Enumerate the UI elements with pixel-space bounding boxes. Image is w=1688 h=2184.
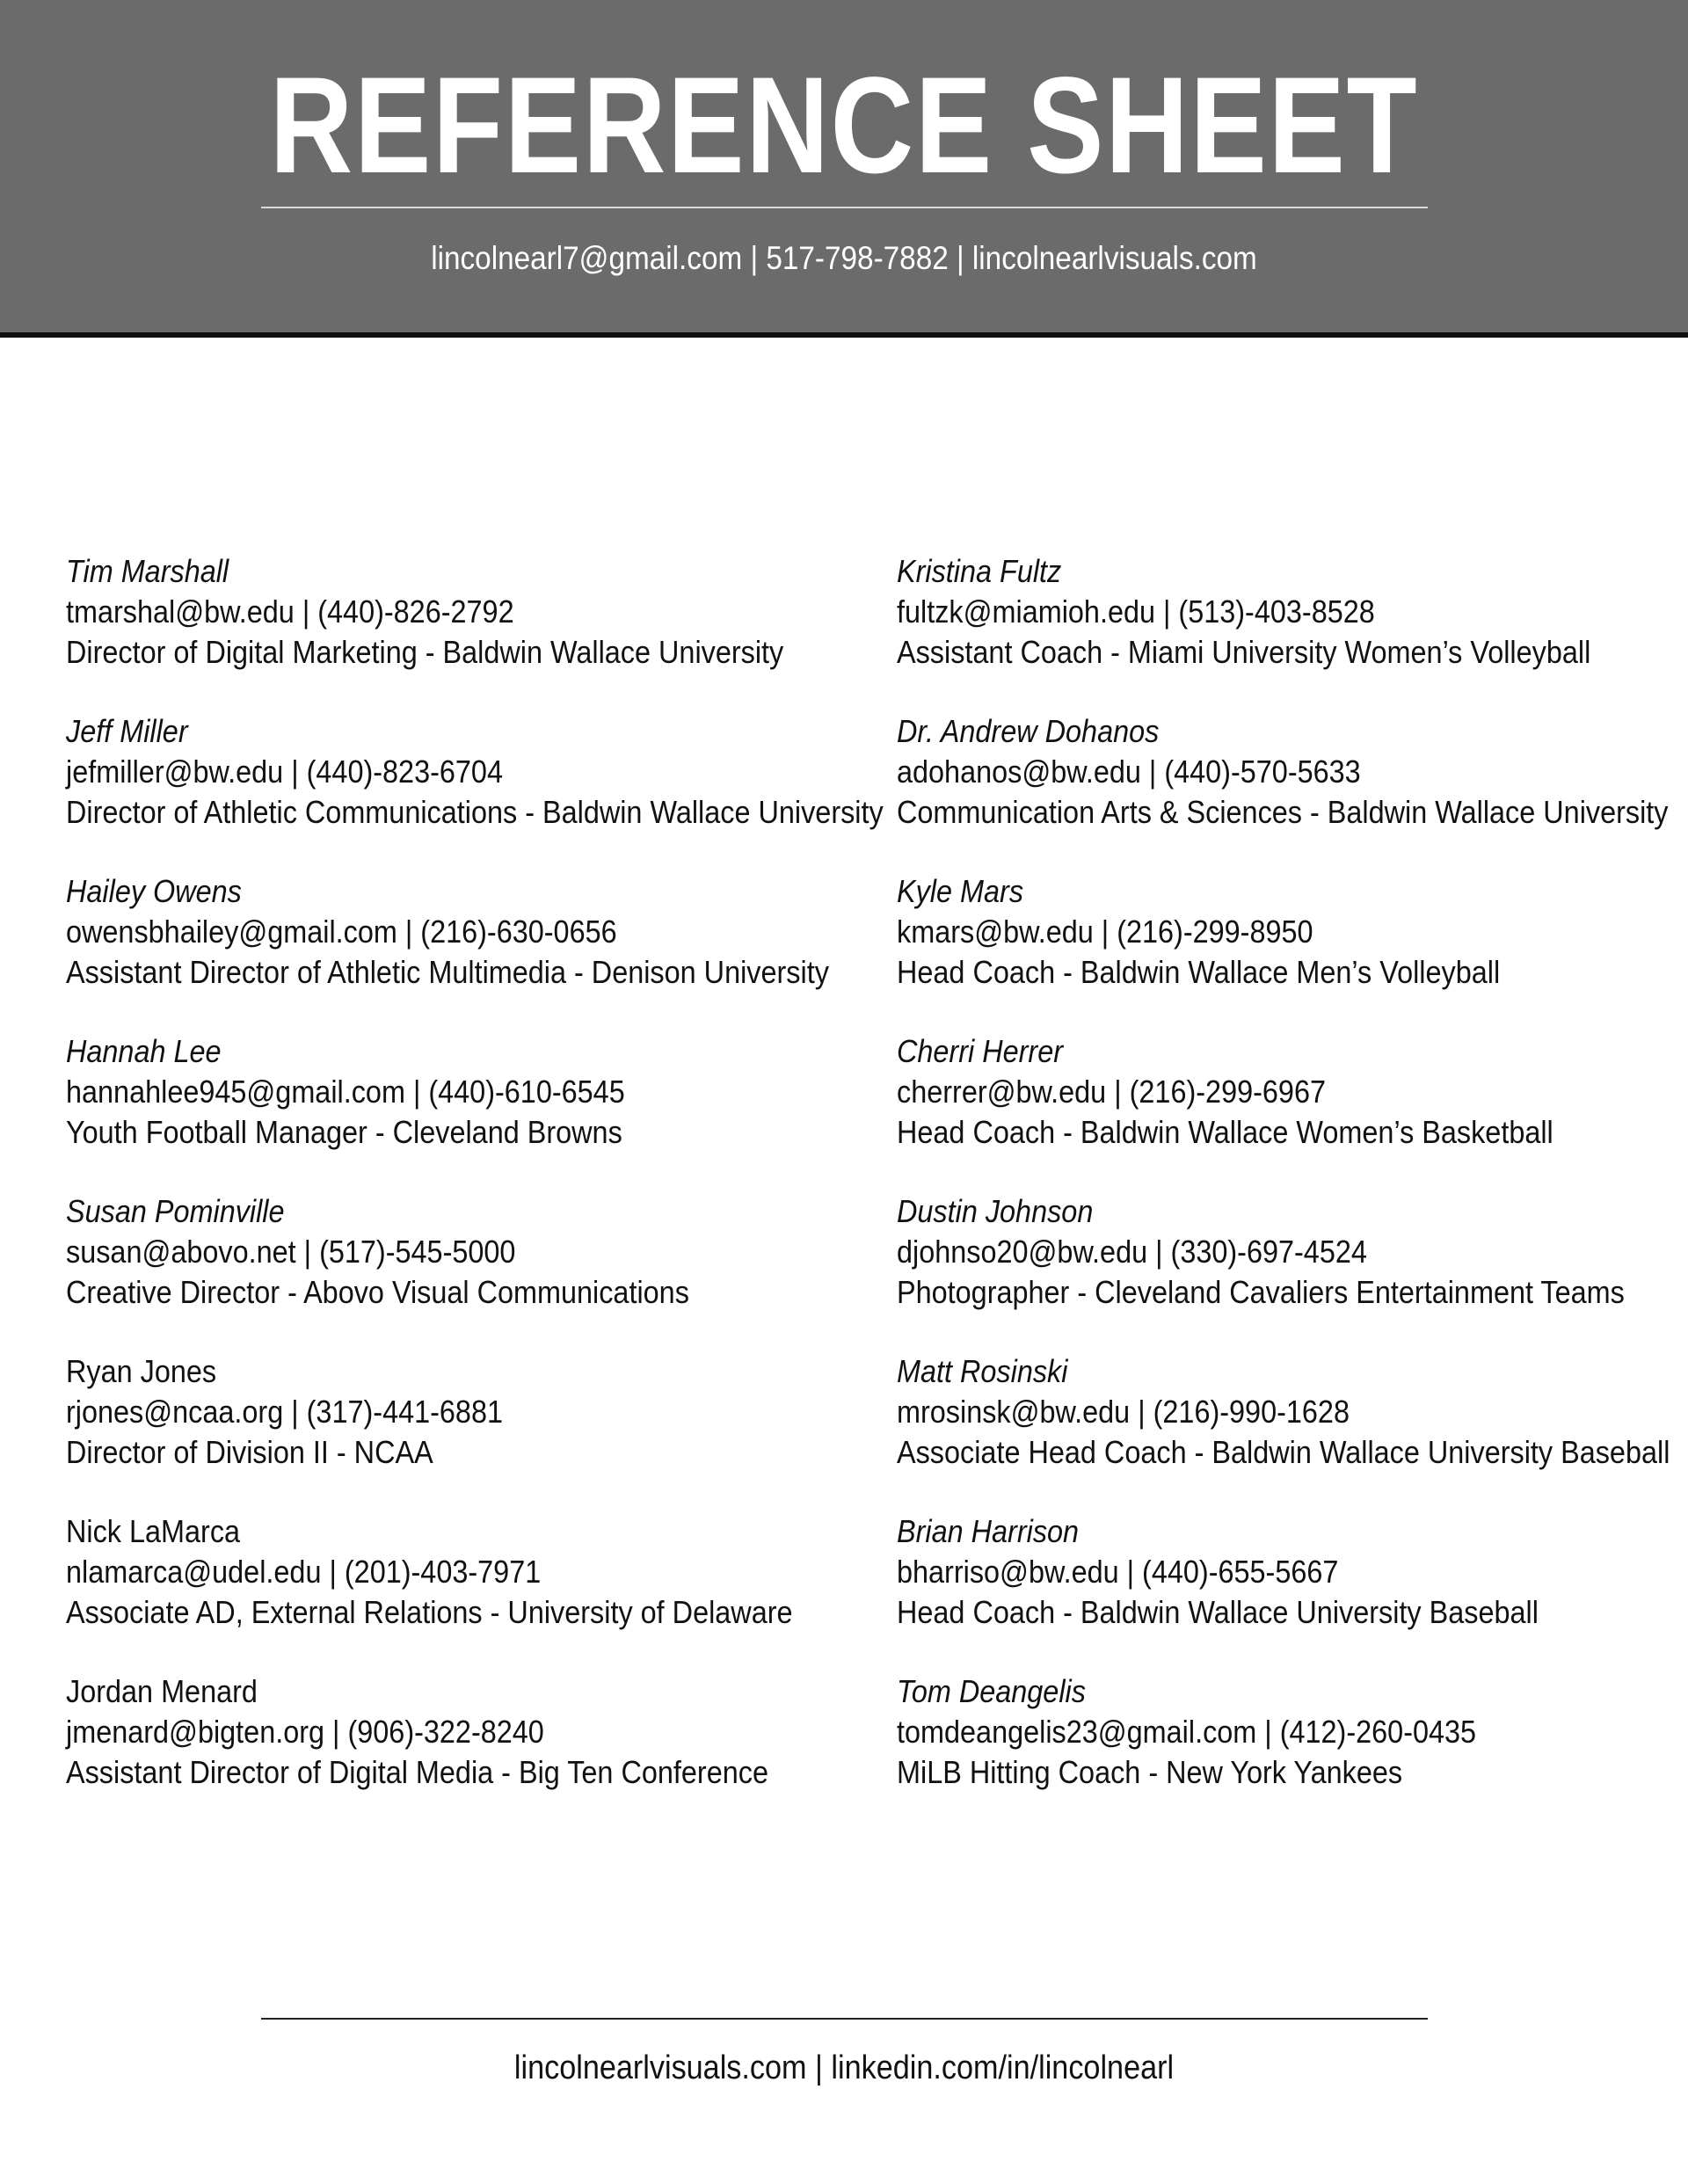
reference-title: Assistant Director of Digital Media - Big Ten Conference: [66, 1754, 768, 1790]
reference-entry: [897, 1191, 1688, 1351]
reference-contact: fultzk@miamioh.edu | (513)-403-8528: [897, 593, 1375, 630]
reference-contact: jmenard@bigten.org | (906)-322-8240: [66, 1714, 544, 1750]
reference-contact: nlamarca@udel.edu | (201)-403-7971: [66, 1554, 542, 1590]
reference-entry: [897, 871, 1688, 1031]
reference-name: Tom Deangelis: [897, 1673, 1086, 1709]
reference-entry: [897, 551, 1688, 711]
reference-title: Head Coach - Baldwin Wallace Women’s Basketball: [897, 1114, 1553, 1150]
reference-contact: tmarshal@bw.edu | (440)-826-2792: [66, 593, 514, 630]
reference-name: Kristina Fultz: [897, 553, 1062, 589]
reference-contact: owensbhailey@gmail.com | (216)-630-0656: [66, 914, 617, 950]
reference-name: Kyle Mars: [897, 873, 1024, 909]
reference-entry: [66, 711, 892, 871]
reference-entry: [66, 1351, 892, 1511]
header-divider: [261, 207, 1428, 208]
reference-contact: jefmiller@bw.edu | (440)-823-6704: [66, 753, 503, 790]
reference-contact: adohanos@bw.edu | (440)-570-5633: [897, 753, 1361, 790]
header-banner: [0, 0, 1688, 338]
reference-title: Associate AD, External Relations - University of Delaware: [66, 1594, 793, 1630]
reference-name: Jordan Menard: [66, 1673, 258, 1709]
reference-entry: [897, 711, 1688, 871]
reference-entry: [66, 1191, 892, 1351]
reference-title: Photographer - Cleveland Cavaliers Entertainment Teams: [897, 1274, 1625, 1310]
reference-title: Assistant Coach - Miami University Women’s Volleyball: [897, 634, 1591, 670]
reference-name: Susan Pominville: [66, 1193, 285, 1229]
footer-links: lincolnearlvisuals.com | linkedin.com/in/lincolnearl: [513, 2049, 1175, 2086]
reference-name: Jeff Miller: [66, 713, 188, 749]
reference-name: Hailey Owens: [66, 873, 242, 909]
reference-entry: [66, 871, 892, 1031]
reference-entry: [66, 1031, 892, 1191]
reference-title: Associate Head Coach - Baldwin Wallace University Baseball: [897, 1434, 1670, 1470]
reference-title: Director of Division II - NCAA: [66, 1434, 433, 1470]
reference-title: Head Coach - Baldwin Wallace Men’s Volleyball: [897, 954, 1501, 990]
reference-entry: [66, 551, 892, 711]
reference-title: MiLB Hitting Coach - New York Yankees: [897, 1754, 1403, 1790]
header-contact-line: lincolnearl7@gmail.com | 517-798-7882 | lincolnearlvisuals.com: [431, 240, 1257, 276]
footer-divider: [261, 2018, 1428, 2020]
reference-name: Dr. Andrew Dohanos: [897, 713, 1160, 749]
reference-title: Head Coach - Baldwin Wallace University Baseball: [897, 1594, 1539, 1630]
references-left-column: [66, 551, 892, 1831]
reference-entry: [897, 1671, 1688, 1831]
reference-contact: mrosinsk@bw.edu | (216)-990-1628: [897, 1394, 1350, 1430]
reference-title: Creative Director - Abovo Visual Communications: [66, 1274, 689, 1310]
reference-name: Hannah Lee: [66, 1033, 222, 1069]
reference-contact: kmars@bw.edu | (216)-299-8950: [897, 914, 1313, 950]
reference-name: Matt Rosinski: [897, 1353, 1068, 1389]
reference-contact: djohnso20@bw.edu | (330)-697-4524: [897, 1234, 1367, 1270]
reference-contact: hannahlee945@gmail.com | (440)-610-6545: [66, 1074, 625, 1110]
reference-contact: rjones@ncaa.org | (317)-441-6881: [66, 1394, 503, 1430]
reference-entry: [66, 1671, 892, 1831]
reference-entry: [66, 1511, 892, 1671]
reference-title: Assistant Director of Athletic Multimedia - Denison University: [66, 954, 829, 990]
reference-name: Nick LaMarca: [66, 1513, 241, 1549]
reference-title: Director of Digital Marketing - Baldwin Wallace University: [66, 634, 784, 670]
reference-name: Dustin Johnson: [897, 1193, 1094, 1229]
references-right-column: [897, 551, 1688, 1831]
reference-name: Brian Harrison: [897, 1513, 1080, 1549]
reference-contact: cherrer@bw.edu | (216)-299-6967: [897, 1074, 1326, 1110]
reference-title: Communication Arts & Sciences - Baldwin Wallace University: [897, 794, 1669, 830]
reference-contact: bharriso@bw.edu | (440)-655-5667: [897, 1554, 1339, 1590]
reference-entry: [897, 1031, 1688, 1191]
reference-contact: susan@abovo.net | (517)-545-5000: [66, 1234, 516, 1270]
reference-name: Tim Marshall: [66, 553, 229, 589]
reference-entry: [897, 1511, 1688, 1671]
reference-name: Ryan Jones: [66, 1353, 217, 1389]
reference-contact: tomdeangelis23@gmail.com | (412)-260-0435: [897, 1714, 1477, 1750]
reference-title: Youth Football Manager - Cleveland Browns: [66, 1114, 622, 1150]
page-title: REFERENCE SHEET: [269, 49, 1419, 202]
reference-title: Director of Athletic Communications - Baldwin Wallace University: [66, 794, 884, 830]
reference-entry: [897, 1351, 1688, 1511]
reference-name: Cherri Herrer: [897, 1033, 1064, 1069]
